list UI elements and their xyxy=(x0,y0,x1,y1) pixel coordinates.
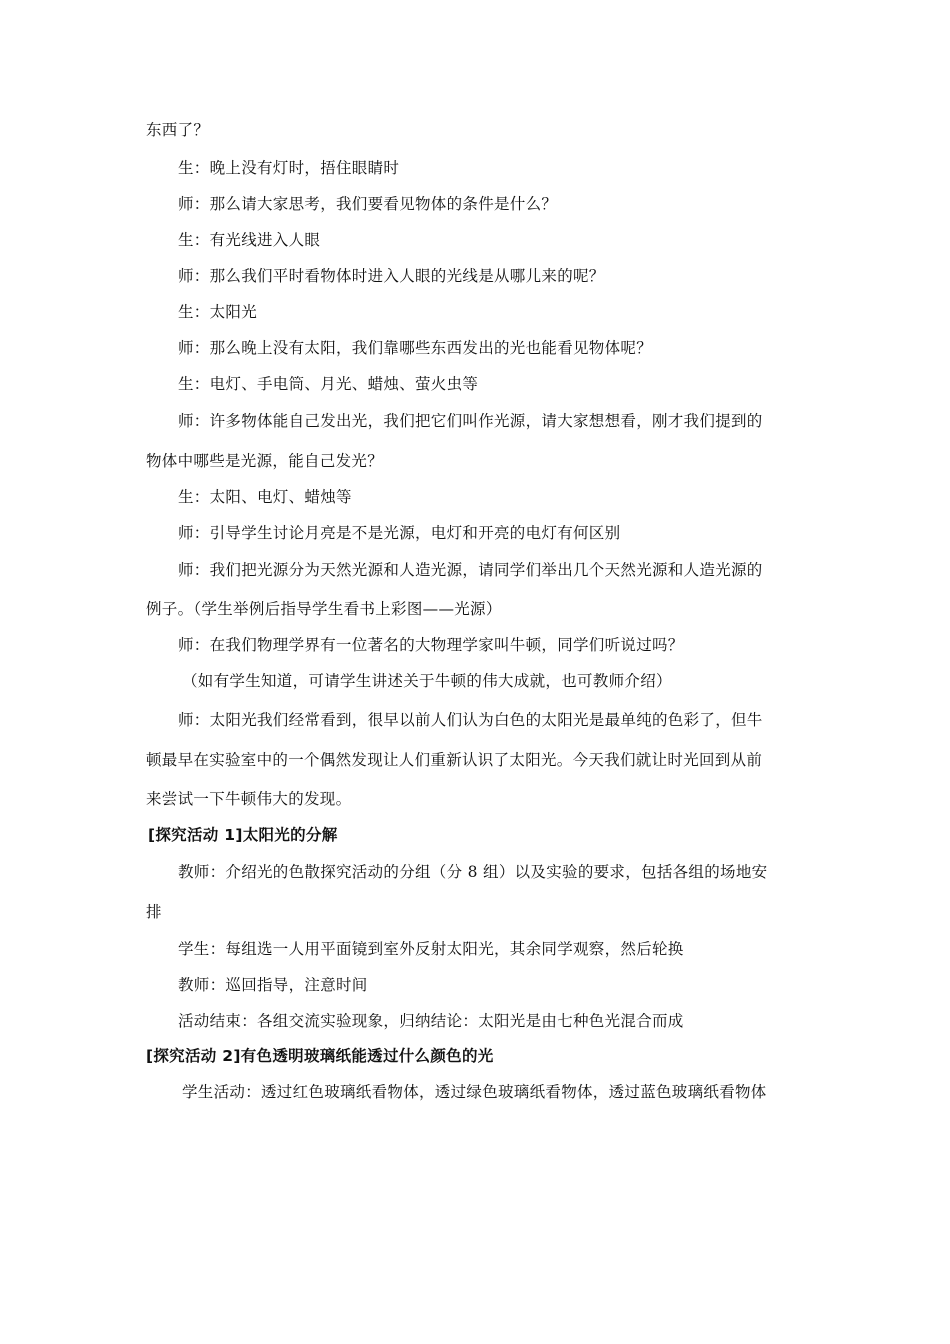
text-line: 学生活动：透过红色玻璃纸看物体，透过绿色玻璃纸看物体，透过蓝色玻璃纸看物体 xyxy=(182,1083,767,1101)
section-heading: [探究活动 1]太阳光的分解 xyxy=(148,826,338,844)
text-line: 排 xyxy=(146,903,162,921)
text-line: 生：太阳、电灯、蜡烛等 xyxy=(178,488,352,506)
text-line: 师：那么请大家思考，我们要看见物体的条件是什么？ xyxy=(178,195,558,213)
text-line: 师：许多物体能自己发出光，我们把它们叫作光源，请大家想想看，刚才我们提到的 xyxy=(178,412,763,430)
text-line: 教师：介绍光的色散探究活动的分组（分 8 组）以及实验的要求，包括各组的场地安 xyxy=(178,863,768,881)
text-line: 顿最早在实验室中的一个偶然发现让人们重新认识了太阳光。今天我们就让时光回到从前 xyxy=(146,751,763,769)
text-line: 东西了？ xyxy=(146,121,210,139)
text-line: （如有学生知道，可请学生讲述关于牛顿的伟大成就，也可教师介绍） xyxy=(182,672,672,690)
text-line: 生：太阳光 xyxy=(178,303,258,321)
section-heading: [探究活动 2]有色透明玻璃纸能透过什么颜色的光 xyxy=(146,1047,494,1065)
text-line: 活动结束：各组交流实验现象，归纳结论：太阳光是由七种色光混合而成 xyxy=(178,1012,684,1030)
text-line: 教师：巡回指导，注意时间 xyxy=(178,976,368,994)
text-line: 师：在我们物理学界有一位著名的大物理学家叫牛顿，同学们听说过吗？ xyxy=(178,636,684,654)
text-line: 生：晚上没有灯时，捂住眼睛时 xyxy=(178,159,400,177)
text-line: 学生：每组选一人用平面镜到室外反射太阳光，其余同学观察，然后轮换 xyxy=(178,940,684,958)
text-line: 师：我们把光源分为天然光源和人造光源，请同学们举出几个天然光源和人造光源的 xyxy=(178,561,763,579)
text-line: 来尝试一下牛顿伟大的发现。 xyxy=(146,790,352,808)
text-line: 生：电灯、手电筒、月光、蜡烛、萤火虫等 xyxy=(178,375,479,393)
text-line: 师：太阳光我们经常看到，很早以前人们认为白色的太阳光是最单纯的色彩了，但牛 xyxy=(178,711,763,729)
text-line: 师：那么我们平时看物体时进入人眼的光线是从哪儿来的呢？ xyxy=(178,267,605,285)
text-line: 例子。（学生举例后指导学生看书上彩图——光源） xyxy=(146,600,502,618)
text-line: 物体中哪些是光源，能自己发光？ xyxy=(146,452,384,470)
text-line: 师：引导学生讨论月亮是不是光源，电灯和开亮的电灯有何区别 xyxy=(178,524,621,542)
text-line: 师：那么晚上没有太阳，我们靠哪些东西发出的光也能看见物体呢？ xyxy=(178,339,653,357)
text-line: 生：有光线进入人眼 xyxy=(178,231,321,249)
